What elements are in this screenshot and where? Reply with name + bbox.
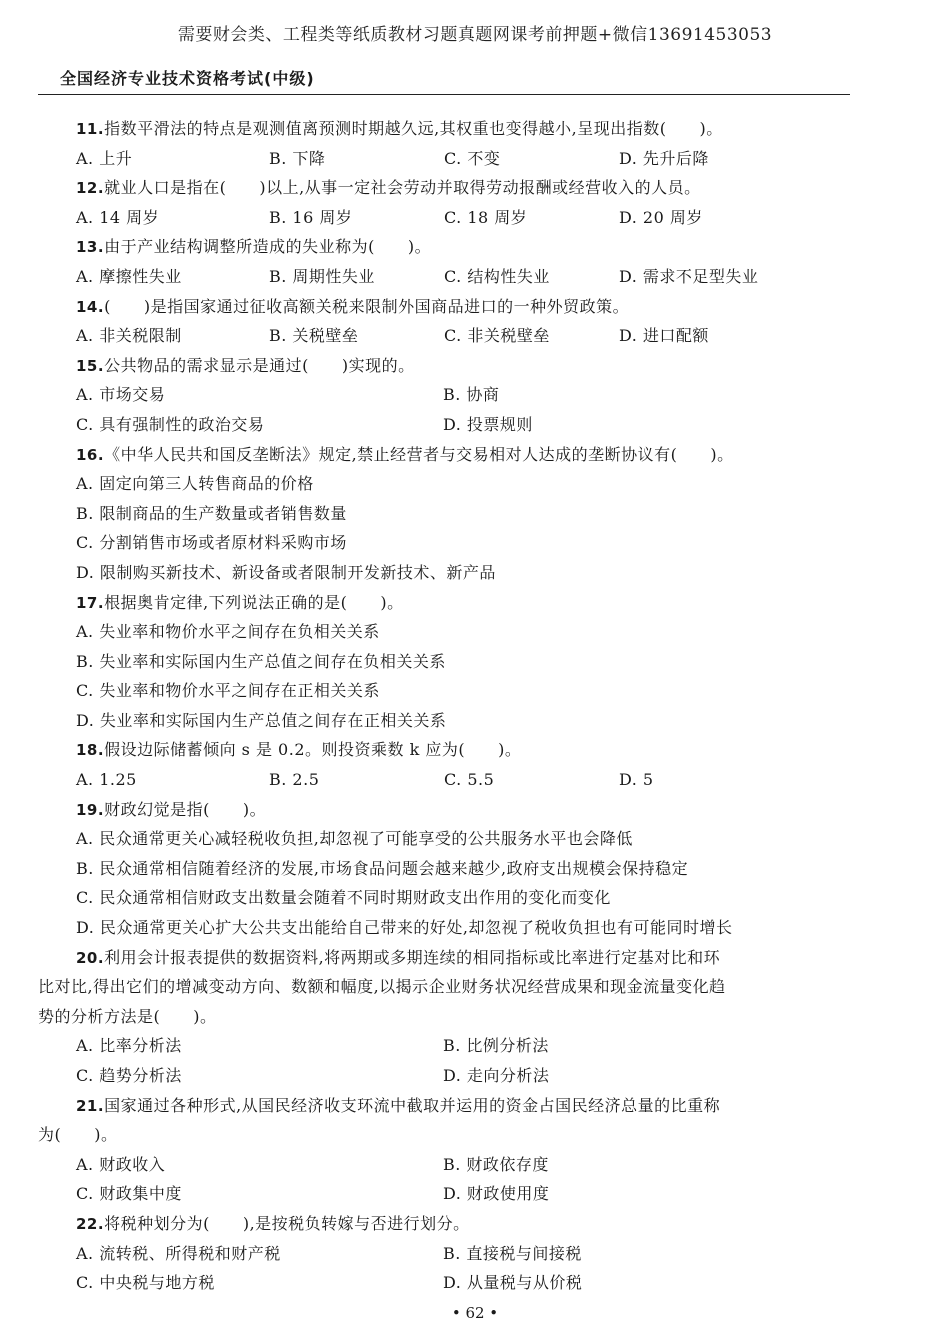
option: D. 财政使用度 (443, 1184, 550, 1204)
question-15-options-row1 (38, 380, 853, 410)
option: C. 分割销售市场或者原材料采购市场 (76, 533, 347, 553)
question-22-options-row2 (38, 1268, 853, 1298)
option: C. 中央税与地方税 (76, 1273, 215, 1293)
question-22-options-row1 (38, 1239, 853, 1269)
option: C. 失业率和物价水平之间存在正相关关系 (76, 681, 380, 701)
option: A. 市场交易 (76, 385, 166, 405)
question-15: 15.公共物品的需求显示是通过( )实现的。 (76, 355, 415, 375)
option: D. 投票规则 (443, 414, 533, 434)
option: B. 下降 (269, 148, 326, 168)
option: C. 民众通常相信财政支出数量会随着不同时期财政支出作用的变化而变化 (76, 888, 611, 908)
option: D. 走向分析法 (443, 1066, 550, 1085)
question-11: 11.指数平滑法的特点是观测值离预测时期越久远,其权重也变得越小,呈现出指数( )。 (76, 119, 723, 138)
option: B. 直接税与间接税 (443, 1243, 582, 1263)
question-18: 18.假设边际储蓄倾向 s 是 0.2。则投资乘数 k 应为( )。 (76, 740, 522, 760)
question-15-options-row2 (38, 410, 853, 440)
option: B. 关税壁垒 (269, 326, 359, 346)
option: A. 失业率和物价水平之间存在负相关关系 (76, 622, 380, 642)
question-13-options (38, 262, 853, 292)
option: A. 上升 (76, 148, 133, 168)
option: C. 非关税壁垒 (444, 326, 550, 346)
option: D. 进口配额 (619, 326, 709, 346)
question-20-options-row1 (38, 1031, 853, 1061)
question-16: 16.《中华人民共和国反垄断法》规定,禁止经营者与交易相对人达成的垄断协议有( )。 (76, 444, 734, 464)
option: D. 限制购买新技术、新设备或者限制开发新技术、新产品 (76, 562, 496, 582)
question-21: 21.国家通过各种形式,从国民经济收支环流中截取并运用的资金占国民经济总量的比重称 (76, 1095, 721, 1115)
option: B. 协商 (443, 385, 500, 405)
option: B. 周期性失业 (269, 266, 375, 286)
question-20-continued: 比对比,得出它们的增减变动方向、数额和幅度,以揭示企业财务状况经营成果和现金流量变化趋 (38, 977, 726, 997)
promo-banner: 需要财会类、工程类等纸质教材习题真题网课考前押题+微信13691453053 (177, 25, 773, 45)
option: D. 民众通常更关心扩大公共支出能给自己带来的好处,却忽视了税收负担也有可能同时增长 (76, 918, 733, 938)
option: A. 财政收入 (76, 1154, 166, 1174)
question-20-options-row2 (38, 1061, 853, 1091)
option: C. 具有强制性的政治交易 (76, 414, 265, 434)
option: A. 比率分析法 (76, 1036, 182, 1056)
option: A. 非关税限制 (76, 326, 182, 346)
question-12-options (38, 203, 853, 233)
option: A. 流转税、所得税和财产税 (76, 1243, 281, 1263)
question-22: 22.将税种划分为( ),是按税负转嫁与否进行划分。 (76, 1213, 470, 1233)
option: B. 限制商品的生产数量或者销售数量 (76, 503, 347, 523)
question-14-options (38, 321, 853, 351)
option: C. 财政集中度 (76, 1184, 182, 1204)
page-number: • 62 • (451, 1304, 499, 1322)
option: D. 从量税与从价税 (443, 1273, 583, 1293)
question-21-continued: 为( )。 (38, 1125, 118, 1145)
option: B. 失业率和实际国内生产总值之间存在负相关关系 (76, 651, 446, 671)
option: D. 失业率和实际国内生产总值之间存在正相关关系 (76, 710, 447, 730)
option: C. 趋势分析法 (76, 1066, 182, 1085)
question-12: 12.就业人口是指在( )以上,从事一定社会劳动并取得劳动报酬或经营收入的人员。 (76, 178, 701, 198)
option: A. 摩擦性失业 (76, 266, 182, 286)
option: A. 14 周岁 (76, 207, 160, 227)
option: C. 不变 (444, 148, 501, 168)
option: A. 1.25 (76, 770, 137, 790)
option: C. 5.5 (444, 770, 495, 790)
option: C. 18 周岁 (444, 207, 528, 227)
question-11-options (38, 144, 853, 174)
question-19: 19.财政幻觉是指( )。 (76, 799, 267, 819)
option: B. 2.5 (269, 770, 320, 790)
question-list (38, 114, 853, 1298)
question-18-options (38, 765, 853, 795)
question-20: 20.利用会计报表提供的数据资料,将两期或多期连续的相同指标或比率进行定基对比和环 (76, 947, 721, 967)
question-17: 17.根据奥肯定律,下列说法正确的是( )。 (76, 592, 404, 612)
option: D. 5 (619, 770, 654, 790)
header-divider (38, 94, 850, 95)
option: B. 比例分析法 (443, 1036, 549, 1056)
question-20-continued: 势的分析方法是( )。 (38, 1006, 217, 1026)
question-21-options-row2 (38, 1179, 853, 1209)
option: C. 结构性失业 (444, 266, 550, 286)
option: D. 先升后降 (619, 148, 709, 168)
option: B. 16 周岁 (269, 207, 353, 227)
page-header-title: 全国经济专业技术资格考试(中级) (60, 69, 315, 88)
option: A. 固定向第三人转售商品的价格 (76, 474, 314, 494)
question-21-options-row1 (38, 1150, 853, 1180)
option: D. 20 周岁 (619, 207, 703, 227)
option: B. 民众通常相信随着经济的发展,市场食品问题会越来越少,政府支出规模会保持稳定 (76, 858, 689, 878)
question-13: 13.由于产业结构调整所造成的失业称为( )。 (76, 237, 432, 257)
question-14: 14.( )是指国家通过征收高额关税来限制外国商品进口的一种外贸政策。 (76, 296, 630, 316)
option: D. 需求不足型失业 (619, 266, 759, 286)
option: B. 财政依存度 (443, 1154, 549, 1174)
option: A. 民众通常更关心减轻税收负担,却忽视了可能享受的公共服务水平也会降低 (76, 829, 633, 849)
